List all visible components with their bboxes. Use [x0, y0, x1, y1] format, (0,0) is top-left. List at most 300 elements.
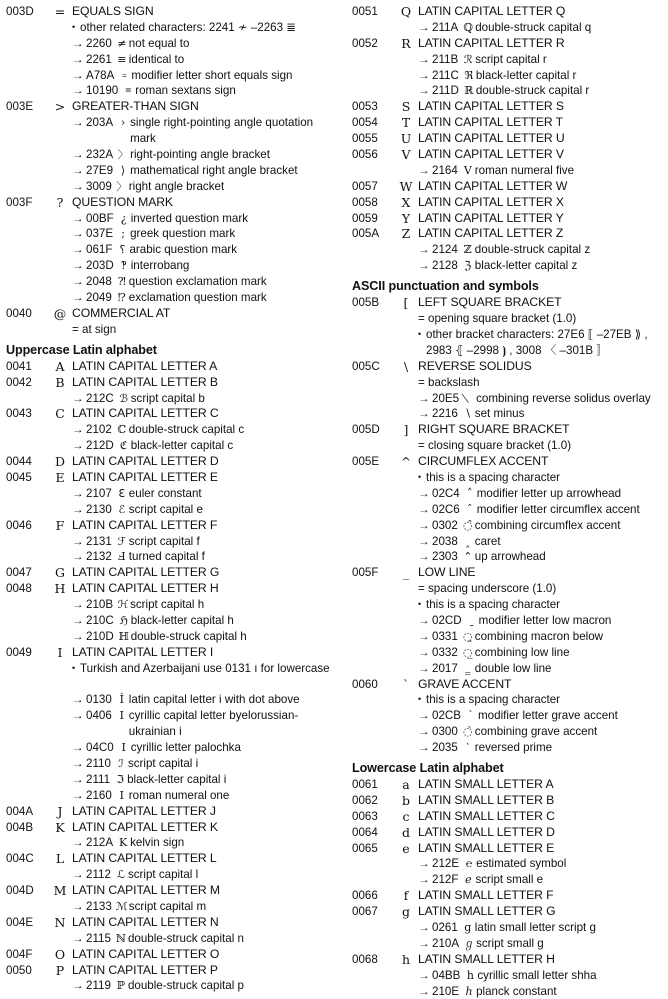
xref-code: 232A: [86, 148, 114, 162]
cross-reference: [6, 597, 341, 613]
char-entry: [6, 565, 341, 581]
xref-glyph: ℤ: [463, 243, 472, 257]
arrow-icon: →: [72, 36, 84, 50]
xref-code: 3009: [86, 179, 112, 193]
xref-code: 02CD: [432, 613, 462, 627]
xref-code: 211D: [432, 84, 459, 98]
char-code: 0060: [352, 677, 378, 691]
cross-reference: [352, 613, 666, 629]
char-entry: [6, 883, 341, 915]
xref-glyph: ⌃: [463, 550, 473, 564]
alias-equals-icon: =: [418, 312, 425, 326]
xref-text: reversed prime: [474, 741, 553, 755]
char-code: 0052: [352, 36, 378, 50]
cross-reference: [6, 629, 341, 645]
xref-glyph: ›: [120, 116, 126, 130]
xref-glyph: 〉: [117, 148, 129, 162]
char-name: LATIN CAPITAL LETTER V: [418, 147, 564, 162]
char-name: QUESTION MARK: [72, 194, 173, 209]
xref-code: 212C: [86, 391, 114, 405]
xref-code: 0300: [432, 725, 458, 739]
char-entry: [352, 99, 666, 115]
char-row: [6, 306, 341, 322]
char-glyph: ?: [56, 194, 64, 210]
char-entry: [6, 454, 341, 470]
char-name: CIRCUMFLEX ACCENT: [418, 454, 549, 469]
char-entry: [352, 841, 666, 889]
cross-reference: [352, 984, 666, 999]
xref-text: black-letter capital c: [130, 439, 234, 453]
char-glyph: Q: [400, 4, 412, 19]
xref-text: latin capital letter i with dot above: [128, 693, 300, 707]
char-entry: [6, 915, 341, 947]
char-glyph: J: [57, 803, 63, 819]
char-entry: [6, 99, 341, 194]
char-row: [352, 841, 666, 857]
xref-text: combining reverse solidus overlay: [476, 391, 651, 405]
char-code: 0046: [6, 518, 32, 532]
xref-code: 2111: [86, 772, 111, 786]
char-row: [6, 4, 341, 20]
xref-text: other bracket characters: 27E6 ⟦ –27EB ⟫ , 2983 ⦃ –2998 ⦘ , 3008 〈 –301B 〛: [426, 327, 648, 357]
xref-code: 2133: [86, 900, 112, 914]
cross-reference: [6, 147, 341, 163]
xref-text: right angle bracket: [128, 179, 225, 193]
char-glyph: @: [53, 305, 67, 321]
char-glyph: e: [402, 840, 410, 856]
xref-glyph: ℌ: [119, 613, 128, 627]
char-row: [352, 809, 666, 825]
char-entry: [6, 963, 341, 995]
cross-reference: [6, 163, 341, 179]
arrow-icon: →: [418, 645, 430, 659]
arrow-icon: →: [418, 613, 430, 627]
char-name: COMMERCIAL AT: [72, 305, 171, 320]
xref-glyph: [462, 391, 476, 407]
char-entry: [352, 195, 666, 211]
char-glyph: F: [55, 517, 65, 533]
char-row: [352, 952, 666, 968]
xref-glyph: ℭ: [119, 439, 128, 453]
char-name: LATIN CAPITAL LETTER C: [72, 406, 219, 421]
cross-reference: [6, 692, 341, 708]
char-code: 003F: [6, 195, 33, 209]
arrow-icon: →: [72, 116, 84, 130]
xref-text: inverted question mark: [130, 211, 249, 225]
cross-reference: [352, 920, 666, 936]
xref-glyph: Ⅎ: [117, 550, 126, 564]
char-row: [6, 963, 341, 979]
char-entry: [6, 804, 341, 820]
char-glyph: Y: [401, 210, 411, 226]
char-entry: [352, 226, 666, 274]
char-name: LATIN SMALL LETTER G: [418, 904, 556, 919]
cross-reference: [6, 226, 341, 242]
char-code: 003D: [6, 5, 34, 18]
xref-glyph: ˆ: [466, 502, 473, 516]
char-name: LATIN CAPITAL LETTER X: [418, 194, 564, 209]
char-row: [6, 99, 341, 115]
xref-code: 2124: [432, 243, 458, 257]
char-code: 0045: [6, 470, 32, 484]
char-row: [6, 915, 341, 931]
xref-text: other related characters: 2241 ≁ –2263 ≣: [80, 20, 297, 34]
char-entry: [6, 4, 341, 99]
arrow-icon: →: [72, 148, 84, 162]
arrow-icon: →: [72, 179, 84, 193]
arrow-icon: →: [418, 661, 430, 675]
char-row: [352, 677, 666, 693]
char-row: [352, 777, 666, 793]
char-row: [6, 804, 341, 820]
xref-glyph: ˋ: [468, 709, 474, 723]
alias-equals-icon: =: [72, 322, 79, 336]
xref-text: script small e: [475, 873, 544, 887]
xref-text: closing square bracket (1.0): [428, 439, 572, 453]
char-glyph: ^: [400, 454, 412, 470]
char-row: [352, 211, 666, 227]
xref-code: 04C0: [86, 741, 114, 755]
xref-text: modifier letter short equals sign: [131, 68, 293, 82]
bullet-icon: •: [418, 471, 422, 482]
char-name: LATIN CAPITAL LETTER L: [72, 851, 217, 866]
xref-text: combining low line: [474, 645, 570, 659]
char-row: [6, 565, 341, 581]
char-glyph: >: [54, 99, 66, 115]
arrow-icon: →: [418, 20, 430, 34]
xref-glyph: 〉: [116, 179, 128, 193]
left-column: [6, 4, 341, 994]
xref-glyph: ℝ: [464, 84, 474, 98]
char-entry: [6, 947, 341, 963]
char-entry: [6, 518, 341, 566]
cross-reference: [6, 83, 341, 99]
arrow-icon: →: [72, 423, 84, 437]
char-entry: [352, 825, 666, 841]
cross-reference: [352, 83, 666, 99]
arrow-icon: →: [72, 68, 84, 82]
cross-reference: [6, 274, 341, 290]
char-glyph: E: [55, 469, 65, 485]
char-entry: [352, 295, 666, 359]
char-name: LATIN CAPITAL LETTER Y: [418, 210, 564, 225]
char-glyph: S: [401, 99, 411, 115]
bullet-icon: •: [418, 694, 422, 705]
xref-glyph: K: [118, 836, 128, 850]
xref-text: latin small letter script g: [474, 921, 596, 934]
arrow-icon: →: [72, 391, 84, 405]
arrow-icon: →: [418, 391, 430, 405]
char-glyph: C: [55, 406, 65, 422]
cross-reference: [352, 406, 666, 422]
xref-text: roman sextans sign: [135, 84, 236, 98]
char-name: LATIN CAPITAL LETTER Q: [418, 4, 566, 18]
xref-glyph: ℂ: [117, 423, 127, 437]
cross-reference: [6, 867, 341, 883]
xref-glyph: ;: [121, 227, 125, 241]
char-row: [6, 820, 341, 836]
xref-code: 02C6: [432, 502, 460, 516]
char-row: [6, 195, 341, 211]
char-glyph: Z: [401, 226, 411, 242]
cross-reference: [6, 211, 341, 227]
xref-text: script capital r: [475, 52, 547, 66]
xref-code: 0130: [86, 693, 112, 707]
char-code: 0062: [352, 793, 378, 807]
arrow-icon: →: [418, 163, 430, 177]
xref-code: 210D: [86, 629, 114, 643]
xref-code: 2035: [432, 741, 458, 755]
xref-text: mathematical right angle bracket: [130, 163, 298, 177]
cross-reference: [6, 534, 341, 550]
char-glyph: R: [401, 35, 411, 51]
char-name: LATIN CAPITAL LETTER F: [72, 517, 218, 532]
xref-text: greek question mark: [130, 227, 236, 241]
xref-glyph: ‸: [465, 534, 470, 548]
xref-code: 211C: [432, 68, 459, 82]
xref-code: 211B: [432, 52, 459, 66]
char-code: 005F: [352, 566, 379, 580]
char-name: LATIN CAPITAL LETTER J: [72, 803, 216, 818]
xref-code: 061F: [86, 243, 113, 257]
char-glyph: `: [402, 676, 410, 692]
char-glyph: c: [402, 808, 410, 824]
xref-code: 212D: [86, 439, 114, 453]
char-name: LATIN CAPITAL LETTER H: [72, 581, 219, 596]
xref-text: modifier letter low macron: [478, 613, 612, 627]
char-name: LATIN SMALL LETTER E: [418, 840, 555, 855]
char-code: 0043: [6, 407, 32, 421]
char-code: 0056: [352, 148, 378, 162]
xref-code: 0406: [86, 709, 112, 723]
cross-reference: [6, 258, 341, 274]
xref-text: double-struck capital p: [127, 979, 244, 993]
char-code: 005E: [352, 455, 380, 469]
xref-text: roman numeral one: [128, 788, 230, 802]
xref-text: script capital f: [128, 534, 200, 548]
cross-reference: [352, 502, 666, 518]
cross-reference: [352, 391, 666, 407]
char-entry: [6, 195, 341, 306]
arrow-icon: →: [418, 486, 430, 500]
xref-code: 2261: [86, 52, 112, 66]
xref-glyph: һ: [466, 968, 474, 982]
arrow-icon: →: [72, 757, 84, 771]
char-row: [352, 99, 666, 115]
char-name: GRAVE ACCENT: [418, 676, 512, 691]
char-glyph: d: [401, 824, 410, 840]
arrow-icon: →: [72, 84, 84, 98]
char-name: GREATER-THAN SIGN: [72, 99, 199, 114]
xref-text: caret: [474, 534, 501, 548]
char-entry: [352, 952, 666, 999]
xref-code: 2102: [86, 423, 112, 437]
xref-glyph: ℐ: [118, 757, 124, 771]
cross-reference: [352, 534, 666, 550]
arrow-icon: →: [72, 613, 84, 627]
xref-text: double-struck capital n: [127, 931, 244, 945]
char-row: [352, 179, 666, 195]
char-code: 0055: [352, 132, 378, 146]
char-code: 004E: [6, 915, 34, 929]
xref-text: turned capital f: [128, 550, 205, 564]
bullet-icon: •: [72, 21, 76, 32]
char-row: [352, 888, 666, 904]
bullet-icon: •: [72, 662, 76, 673]
char-row: [352, 904, 666, 920]
cross-reference: [352, 518, 666, 534]
cross-reference: [352, 438, 666, 454]
cross-reference: [6, 756, 341, 772]
cross-reference: [6, 740, 341, 756]
cross-reference: [352, 581, 666, 597]
arrow-icon: →: [418, 550, 430, 564]
cross-reference: [6, 708, 341, 740]
xref-text: set minus: [474, 407, 525, 421]
char-name: LATIN SMALL LETTER F: [418, 888, 554, 903]
char-row: [6, 406, 341, 422]
xref-text: opening square bracket (1.0): [428, 312, 577, 326]
xref-text: identical to: [128, 52, 185, 66]
char-glyph: I: [57, 644, 63, 660]
xref-text: black-letter capital z: [474, 259, 578, 273]
char-name: LATIN CAPITAL LETTER K: [72, 819, 218, 834]
xref-text: cyrillic small letter shha: [477, 968, 597, 982]
arrow-icon: →: [418, 857, 430, 871]
xref-code: 210E: [432, 984, 460, 998]
section-heading: Uppercase Latin alphabet: [6, 342, 157, 357]
char-code: 0061: [352, 777, 378, 791]
char-entry: [352, 565, 666, 676]
cross-reference: [352, 549, 666, 565]
char-row: [6, 518, 341, 534]
arrow-icon: →: [418, 259, 430, 273]
cross-reference: [6, 52, 341, 68]
xref-glyph: Ⅴ: [463, 163, 472, 177]
xref-text: not equal to: [128, 36, 190, 50]
xref-code: 2160: [86, 788, 112, 802]
cross-reference: [352, 311, 666, 327]
xref-glyph: ℇ: [118, 486, 126, 500]
char-row: [352, 195, 666, 211]
xref-code: 04BB: [432, 968, 461, 982]
cross-reference: [352, 470, 666, 486]
arrow-icon: →: [72, 52, 84, 66]
xref-glyph: ℎ: [465, 984, 473, 998]
char-code: 004C: [6, 852, 34, 866]
char-row: [6, 947, 341, 963]
alias-equals-icon: =: [418, 582, 425, 596]
char-code: 005C: [352, 359, 380, 373]
xref-text: script capital e: [128, 502, 203, 516]
xref-text: this is a spacing character: [426, 693, 561, 707]
char-row: [6, 470, 341, 486]
xref-text: double-struck capital z: [474, 243, 591, 257]
xref-text: estimated symbol: [476, 857, 567, 871]
cross-reference: [6, 502, 341, 518]
cross-reference: [6, 931, 341, 947]
xref-glyph: ⁉: [117, 291, 126, 305]
xref-code: 2049: [86, 291, 112, 305]
xref-glyph: ℑ: [116, 772, 124, 786]
xref-code: 037E: [86, 227, 114, 241]
arrow-icon: →: [72, 836, 84, 850]
char-entry: [352, 359, 666, 423]
char-code: 0044: [6, 455, 32, 469]
cross-reference: [352, 327, 666, 359]
xref-code: 2260: [86, 36, 112, 50]
xref-text: double-struck capital h: [130, 629, 247, 643]
char-glyph: G: [55, 565, 65, 581]
char-name: LATIN CAPITAL LETTER W: [418, 178, 568, 193]
cross-reference: [352, 52, 666, 68]
xref-text: interrobang: [130, 259, 190, 273]
cross-reference: [352, 597, 666, 613]
char-name: LATIN SMALL LETTER D: [418, 824, 555, 839]
char-row: [6, 359, 341, 375]
char-name: LATIN CAPITAL LETTER T: [418, 115, 563, 130]
xref-text: double-struck capital r: [475, 84, 590, 98]
char-row: [352, 131, 666, 147]
xref-glyph: ꞊: [122, 68, 127, 82]
char-code: 0040: [6, 306, 32, 320]
xref-text: roman numeral five: [474, 163, 575, 177]
char-entry: [6, 406, 341, 454]
xref-code: 210B: [86, 598, 114, 612]
xref-code: 203A: [86, 116, 114, 130]
xref-glyph: ◌̱: [462, 629, 473, 643]
xref-glyph: ¿: [120, 211, 127, 225]
arrow-icon: →: [72, 275, 84, 289]
char-entry: [352, 793, 666, 809]
char-entry: [352, 131, 666, 147]
char-code: 0054: [352, 116, 378, 130]
xref-glyph: İ: [119, 693, 124, 707]
char-name: LATIN CAPITAL LETTER O: [72, 946, 220, 961]
xref-glyph: І: [119, 709, 124, 723]
arrow-icon: →: [418, 52, 430, 66]
char-name: LATIN SMALL LETTER H: [418, 951, 555, 966]
cross-reference: [352, 856, 666, 872]
xref-code: 2107: [86, 486, 112, 500]
char-name: LATIN CAPITAL LETTER G: [72, 565, 220, 580]
char-name: LATIN CAPITAL LETTER B: [72, 374, 218, 389]
arrow-icon: →: [418, 921, 430, 934]
xref-text: cyrillic letter palochka: [130, 741, 241, 755]
xref-code: 2017: [432, 661, 458, 675]
char-name: LATIN CAPITAL LETTER U: [418, 131, 565, 146]
arrow-icon: →: [418, 725, 430, 739]
char-name: LATIN CAPITAL LETTER N: [72, 914, 219, 929]
xref-text: double-struck capital q: [475, 20, 592, 34]
xref-code: 2112: [86, 868, 111, 882]
xref-text: this is a spacing character: [426, 470, 561, 484]
arrow-icon: →: [418, 873, 430, 887]
xref-glyph: ‽: [120, 259, 127, 273]
char-glyph: h: [401, 951, 411, 967]
cross-reference: [6, 20, 341, 36]
char-name: REVERSE SOLIDUS: [418, 358, 532, 373]
xref-text: modifier letter circumflex accent: [476, 502, 640, 516]
char-glyph: ]: [403, 422, 409, 438]
arrow-icon: →: [72, 227, 84, 241]
char-glyph: A: [55, 358, 65, 374]
char-row: [352, 4, 666, 20]
arrow-icon: →: [72, 788, 84, 802]
xref-glyph: ‵: [466, 741, 470, 755]
cross-reference: [6, 322, 341, 338]
xref-code: 2115: [86, 931, 111, 945]
